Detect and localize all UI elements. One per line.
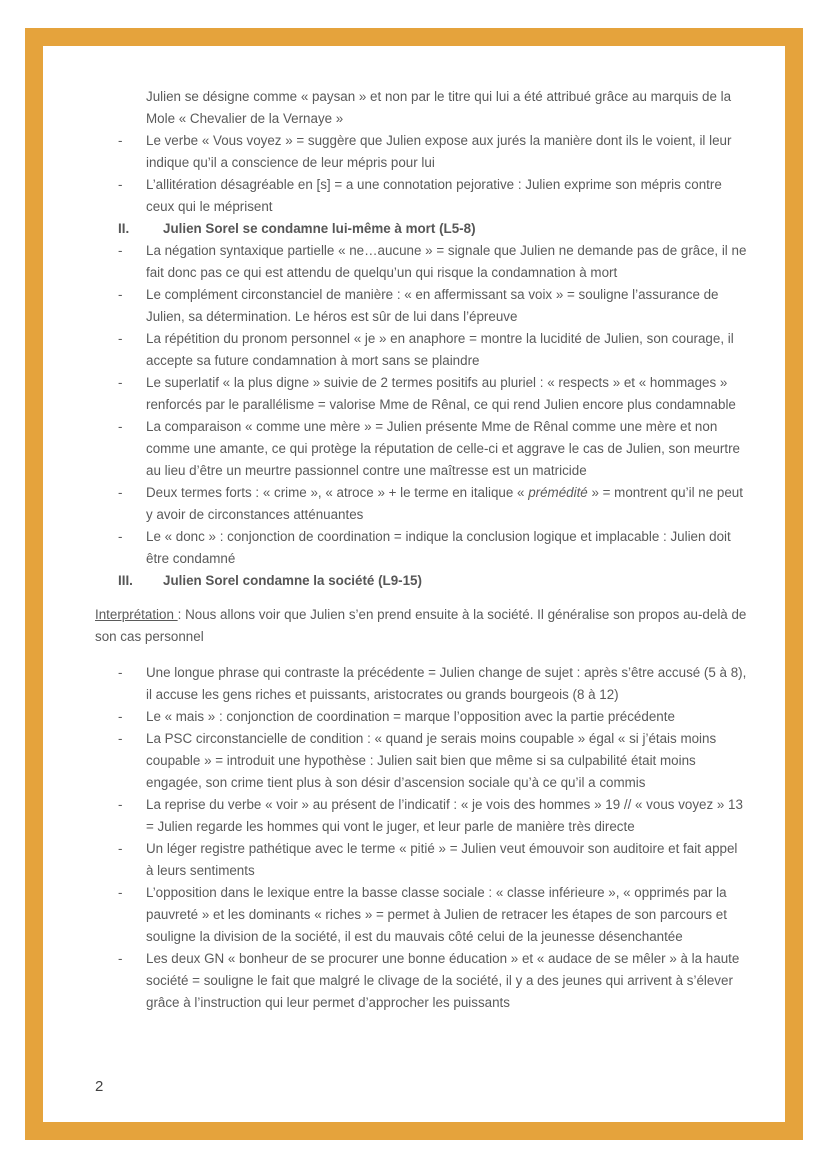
bullet-dash: - [118,287,123,302]
bullet-text [146,482,747,526]
interpretation-text: : Nous allons voir que Julien s’en prend ensuite à la société. Il généralise son propos au-delà de son cas personnel [95,607,747,644]
bullet-dash: - [118,485,123,500]
analysis-bullet [95,284,747,328]
bullet-text: La comparaison « comme une mère » = Julien présente Mme de Rênal comme une mère et non comme une amante, ce qui protège la réputation de celle-ci et aggrave le cas de Julien, son meurtre au lieu d’être un meurtre passionnel contre une maîtresse est un matricide [146,419,740,478]
bullet-text: L’allitération désagréable en [s] = a une connotation pejorative : Julien exprime son mépris contre ceux qui le méprisent [146,177,722,214]
document-body [95,86,747,1014]
bullet-dash: - [118,841,123,856]
bullet-text: Le verbe « Vous voyez » = suggère que Julien expose aux jurés la manière dont ils le voient, il leur indique qu’il a conscience de leur mépris pour lui [146,133,732,170]
bullet-dash: - [118,375,123,390]
section-heading [95,570,747,592]
page-number: 2 [95,1078,104,1095]
bullet-text: La répétition du pronom personnel « je » en anaphore = montre la lucidité de Julien, son courage, il accepte sa future condamnation à mort sans se plaindre [146,331,734,368]
bullet-text: La PSC circonstancielle de condition : « quand je serais moins coupable » égal « si j’étais moins coupable » = introduit une hypothèse : Julien sait bien que même si sa culpabilité était moins engagée, son crime tient plus à son désir d’ascension sociale qu’à ce qu’il a commis [146,731,717,790]
analysis-bullet [95,728,747,794]
section-heading [95,218,747,240]
bullet-dash: - [118,731,123,746]
analysis-bullet [95,794,747,838]
analysis-bullet [95,706,747,728]
bullet-text: Les deux GN « bonheur de se procurer une bonne éducation » et « audace de se mêler » à la haute société = souligne le fait que malgré le clivage de la société, il y a des jeunes qui arrivent à s’élever grâce à l’instruction qui leur permet d’approcher les puissants [146,951,740,1010]
bullet-text: Le « mais » : conjonction de coordination = marque l’opposition avec la partie précédente [146,709,675,724]
bullet-dash: - [118,797,123,812]
bullet-text: La négation syntaxique partielle « ne…aucune » = signale que Julien ne demande pas de grâce, il ne fait donc pas ce qui est attendu de quelqu’un qui risque la condamnation à mort [146,243,747,280]
analysis-bullet [95,838,747,882]
analysis-bullet [95,526,747,570]
bullet-text: La reprise du verbe « voir » au présent de l’indicatif : « je vois des hommes » 19 // « vous voyez » 13 = Julien regarde les hommes qui vont le juger, et leur parle de manière très directe [146,797,743,834]
analysis-bullet [95,372,747,416]
bullet-text: Le « donc » : conjonction de coordination = indique la conclusion logique et implacable : Julien doit être condamné [146,529,731,566]
bullet-text: Le complément circonstanciel de manière : « en affermissant sa voix » = souligne l’assurance de Julien, sa détermination. Le héros est sûr de lui dans l’épreuve [146,287,719,324]
interpretation-paragraph [95,604,747,648]
analysis-bullet [95,328,747,372]
interpretation-label: Interprétation [95,607,178,622]
text-segment: Deux termes forts : « crime », « atroce » + le terme en italique « [146,485,529,500]
analysis-bullet [95,482,747,526]
analysis-bullet [95,662,747,706]
bullet-dash: - [118,709,123,724]
bullet-dash: - [118,243,123,258]
analysis-bullet [95,948,747,1014]
analysis-bullet [95,86,747,130]
analysis-bullet [95,240,747,284]
bullet-dash: - [118,419,123,434]
bullet-dash: - [118,665,123,680]
bullet-dash: - [118,331,123,346]
analysis-bullet [95,416,747,482]
bullet-text: Julien se désigne comme « paysan » et non par le titre qui lui a été attribué grâce au marquis de la Mole « Chevalier de la Vernaye » [146,89,732,126]
section-title: Julien Sorel se condamne lui-même à mort (L5-8) [163,221,476,236]
section-title: Julien Sorel condamne la société (L9-15) [163,573,422,588]
text-segment: » = montrent qu’il ne peut y avoir de circonstances atténuantes [146,485,743,522]
bullet-dash: - [118,951,123,966]
section-number: II. [118,221,130,236]
analysis-bullet [95,882,747,948]
bullet-dash: - [118,133,123,148]
bullet-text: Un léger registre pathétique avec le terme « pitié » = Julien veut émouvoir son auditoire et fait appel à leurs sentiments [146,841,738,878]
bullet-text: Le superlatif « la plus digne » suivie de 2 termes positifs au pluriel : « respects » et « hommages » renforcés par le parallélisme = valorise Mme de Rênal, ce qui rend Julien encore plus condamnable [146,375,736,412]
bullet-dash: - [118,529,123,544]
bullet-text: L’opposition dans le lexique entre la basse classe sociale : « classe inférieure », « opprimés par la pauvreté » et les dominants « riches » = permet à Julien de retracer les étapes de son parcours et souligne la division de la société, il est du mauvais côté celui de la jeunesse désenchantée [146,885,727,944]
bullet-text: Une longue phrase qui contraste la précédente = Julien change de sujet : après s’être accusé (5 à 8), il accuse les gens riches et puissants, aristocrates ou grands bourgeois (8 à 12) [146,665,747,702]
page-border-frame [25,28,803,1140]
analysis-bullet [95,130,747,174]
analysis-bullet [95,174,747,218]
bullet-dash: - [118,177,123,192]
italic-term: prémédité [528,485,588,500]
bullet-dash: - [118,885,123,900]
section-number: III. [118,573,133,588]
